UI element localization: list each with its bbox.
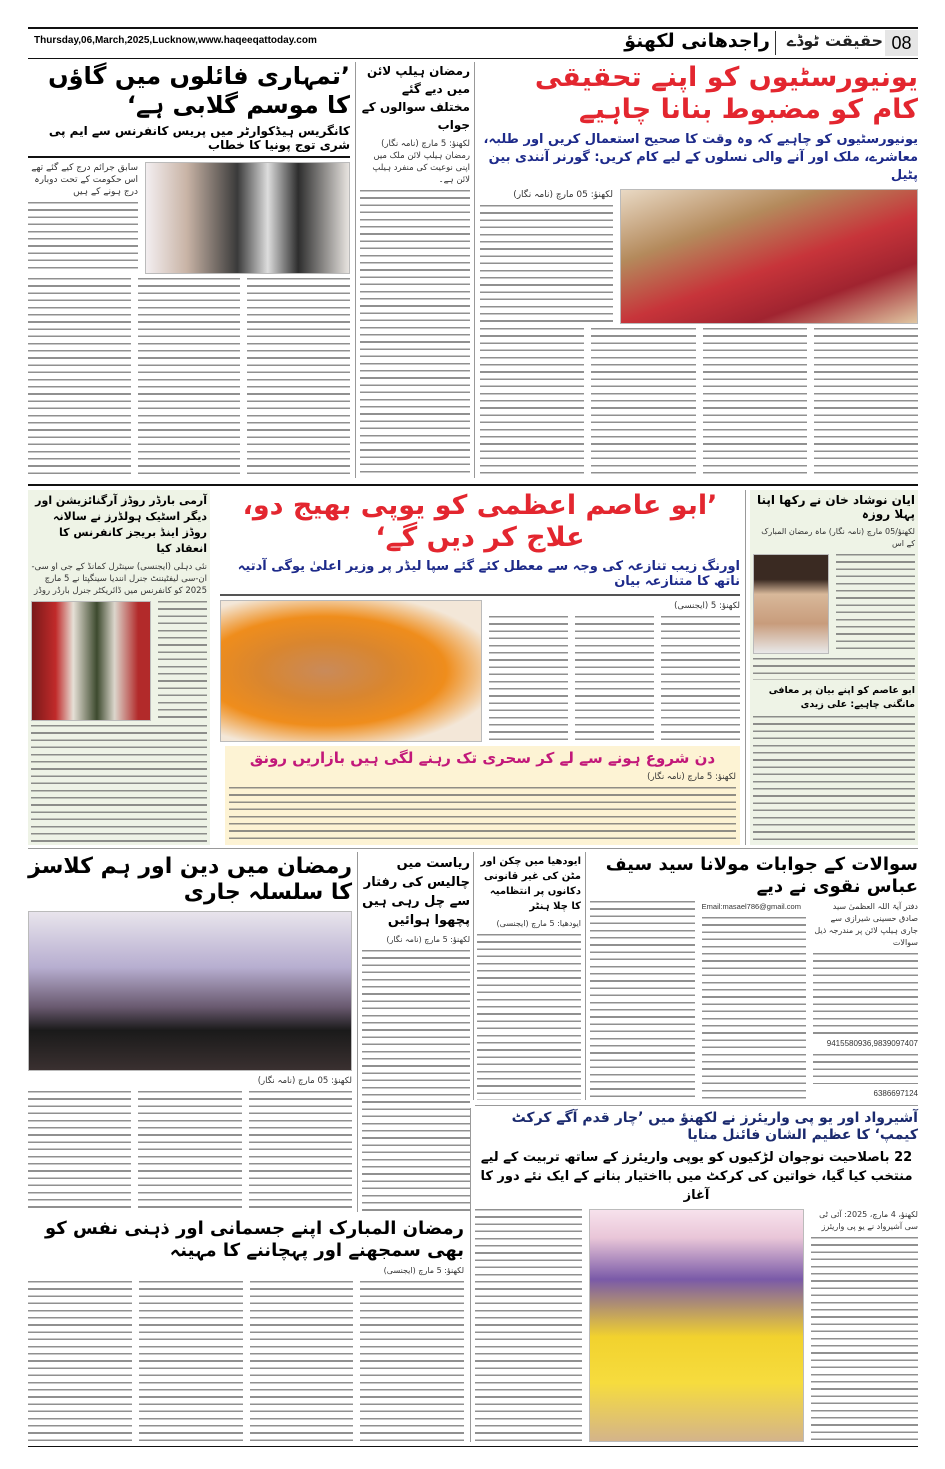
email-address[interactable]: Email:masael786@gmail.com — [701, 902, 801, 912]
story-qa — [590, 854, 918, 1100]
subhead: ابو عاصم کو اپنے بیان پر معافی مانگنی چاہیے: علی زیدی — [768, 684, 915, 710]
yogi-photo — [220, 600, 482, 742]
headline: ’ابو عاصم اعظمی کو یوپی بھیج دو، علاج کر دیں گے‘ — [242, 490, 718, 554]
subhead: یونیورسٹیوں کو چاہیے کہ وہ وقت کا صحیح استعمال کریں اور طلبہ، معاشرے، ملک اور آنے والی نسلوں کے لیے کام کریں: گورنر آنندی بین پٹیل — [483, 131, 918, 183]
headline: یونیورسٹیوں کو اپنے تحقیقی کام کو مضبوط بنانا چاہیے — [534, 62, 918, 126]
date-line: Thursday,06,March,2025,Lucknow,www.haqeeqattoday.com — [34, 35, 317, 46]
section-title: راجدھانی لکھنؤ — [624, 30, 770, 52]
subhead: 22 باصلاحیت نوجوان لڑکیوں کو یوپی واریئرز کے ساتھ تربیت کے لیے منتخب کیا گیا، خواتین کی کرکٹ میں بااختیار بنانے کے ایک نئے دور کا آغاز — [480, 1149, 913, 1203]
masthead-logo: حقیقت ٹوڈے — [786, 31, 883, 50]
page-number: 08 — [885, 30, 918, 56]
army-conference-photo — [31, 601, 151, 721]
top-rule — [28, 27, 918, 29]
press-conference-photo — [145, 162, 350, 274]
story-winds — [362, 854, 470, 1212]
lead: لکھنؤ: 05 مارچ (نامہ نگار) — [257, 1075, 352, 1086]
cricket-camp-photo — [589, 1209, 804, 1442]
story-ayan — [750, 490, 918, 845]
governor-event-photo — [620, 189, 918, 324]
ayan-photo — [753, 554, 829, 654]
phone-number: 6386697124 — [873, 1089, 918, 1098]
lead: لکھنؤ/05 مارچ (نامہ نگار) ماہ رمضان المبارک کے اس — [761, 526, 915, 548]
story-bazaar — [225, 746, 740, 845]
headline: ریاست میں چالیس کی رفتار سے چل رہی ہیں پچھوا ہوائیں — [362, 856, 470, 928]
headline: دن شروع ہونے سے لے کر سحری تک رہنے لگی ہیں بازاریں رونق — [249, 749, 716, 767]
header-rule — [28, 58, 918, 59]
headline: رمضان ہیلپ لائن میں دیے گئے مختلف سوالوں کے جواب — [361, 64, 470, 132]
divider — [775, 31, 776, 55]
lead: لکھنؤ: 5 مارچ (نامہ نگار) — [647, 772, 736, 782]
story-university — [480, 62, 918, 478]
headline: ایان نوشاد خان نے رکھا اپنا پہلا روزہ — [756, 493, 915, 522]
headline: ’تمہاری فائلوں میں گاؤں کا موسم گلابی ہے‘ — [48, 62, 350, 119]
lead: لکھنؤ: 5 (ایجنسی) — [674, 600, 740, 611]
classes-photo — [28, 911, 352, 1071]
story-press-conference — [28, 62, 350, 478]
lead: لکھنؤ: 05 مارچ (نامہ نگار) — [513, 189, 613, 200]
story-army — [28, 490, 210, 845]
lead: نئی دہلی (ایجنسی) سینٹرل کمانڈ کے جی او سی-ان-سی لیفٹیننٹ جنرل انندیا سینگپتا نے 5 مارچ 2025 کو کانفرنس میں ڈائریکٹر جنرل بارڈر روڈز — [31, 562, 207, 596]
lead: ایودھیا: 5 مارچ (ایجنسی) — [496, 919, 581, 928]
story-azmi — [220, 490, 740, 742]
headline: آرمی بارڈر روڈز آرگنائزیشن اور دیگر اسٹیک ہولڈرز نے سالانہ روڈز اینڈ بریجز کانفرنس کا انعقاد کیا — [35, 494, 207, 555]
subhead: اورنگ زیب تنازعہ کی وجہ سے معطل کئے گئے سپا لیڈر پر وزیر اعلیٰ یوگی آدتیہ ناتھ کا متنازعہ بیان — [237, 558, 740, 590]
headline: رمضان میں دین اور ہم کلاسز کا سلسلہ جاری — [28, 854, 352, 906]
headline: رمضان المبارک اپنے جسمانی اور ذہنی نفس کو بھی سمجھنے اور پہچاننے کا مہینہ — [44, 1218, 464, 1261]
story-classes — [28, 854, 352, 1212]
story-ayodhya — [477, 854, 581, 1100]
subhead: کانگریس ہیڈکوارٹر میں پریس کانفرنس سے ایم پی شری توج پونیا کا خطاب — [48, 123, 350, 152]
footer-rule — [28, 1446, 918, 1447]
lead: لکھنؤ، 4 مارچ، 2025: آئی ٹی سی آشیرواد نے یو پی واریئرز — [819, 1209, 918, 1231]
headline: ایودھیا میں چکن اور مٹن کی غیر قانونی دکانوں پر انتظامیہ کا چلا ہنٹر — [480, 856, 581, 912]
story-helpline — [360, 62, 470, 478]
headline: آشیرواد اور یو پی واریئرز نے لکھنؤ میں ’چار قدم آگے کرکٹ کیمپ‘ کا عظیم الشان فائنل منایا — [511, 1110, 918, 1143]
lead: لکھنؤ: 5 مارچ (ایجنسی) — [383, 1266, 464, 1276]
section-rule — [28, 484, 918, 486]
lead: لکھنؤ: 5 مارچ (نامہ نگار) — [386, 935, 470, 944]
lead: سابق جرائم درج کیے گئے تھے اس حکومت کے تحت دوبارہ درج ہونے کے ہیں — [31, 163, 138, 198]
story-cricket — [475, 1110, 918, 1442]
headline: سوالات کے جوابات مولانا سید سیف عباس نقوی نے دیے — [605, 854, 918, 897]
story-ramzan — [28, 1218, 464, 1442]
lead: لکھنؤ: 5 مارچ (نامہ نگار) رمضان ہیلپ لائن ملک میں اپنی نوعیت کی منفرد ہیلپ لائن ہے۔ — [372, 139, 470, 185]
phone-numbers: 9415580936,9839097407 — [826, 1039, 918, 1048]
lead: دفتر آیۃ اللہ العظمیٰ سید صادق حسینی شیرازی سے جاری ہیلپ لائن پر مندرجہ ذیل سوالات — [814, 902, 918, 948]
